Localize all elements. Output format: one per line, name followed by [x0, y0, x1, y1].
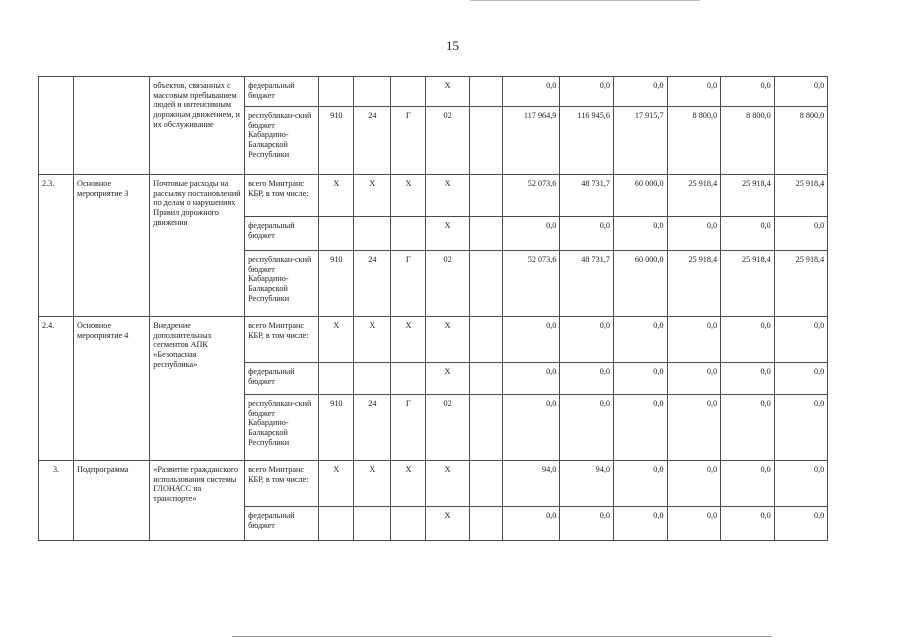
value-cell: 8 800,0 — [721, 107, 775, 175]
measure-cell: «Развитие гражданского использования системы ГЛОНАСС на транспорте» — [150, 461, 245, 541]
value-cell: 0,0 — [774, 77, 828, 107]
value-cell: 25 918,4 — [721, 251, 775, 317]
vr-cell: 02 — [426, 107, 469, 175]
value-cell: 117 964,9 — [502, 107, 560, 175]
value-cell: 25 918,4 — [721, 175, 775, 217]
measure-cell: Внедрение дополнительных сегментов АПК «Безопасная республика» — [150, 317, 245, 461]
funding-source-cell: федеральный бюджет — [245, 217, 319, 251]
spacer-cell — [469, 107, 502, 175]
value-cell: 0,0 — [774, 461, 828, 507]
grbs-cell: 910 — [319, 251, 354, 317]
value-cell: 0,0 — [721, 317, 775, 363]
value-cell: 0,0 — [667, 317, 721, 363]
value-cell: 0,0 — [560, 507, 614, 541]
value-cell: 0,0 — [613, 217, 667, 251]
grbs-cell: 910 — [319, 395, 354, 461]
value-cell: 0,0 — [502, 217, 560, 251]
funding-source-cell: республикан-ский бюджет Кабардино-Балкарской Республики — [245, 395, 319, 461]
page-number: 15 — [446, 38, 459, 53]
value-cell: 0,0 — [613, 395, 667, 461]
spacer-cell — [469, 363, 502, 395]
grbs-cell: Х — [319, 317, 354, 363]
value-cell: 52 073,6 — [502, 175, 560, 217]
value-cell: 0,0 — [613, 461, 667, 507]
value-cell: 48 731,7 — [560, 175, 614, 217]
value-cell: 17 915,7 — [613, 107, 667, 175]
value-cell: 0,0 — [667, 77, 721, 107]
csr-cell — [391, 77, 426, 107]
value-cell: 0,0 — [721, 77, 775, 107]
csr-cell: Г — [391, 107, 426, 175]
spacer-cell — [469, 461, 502, 507]
csr-cell — [391, 217, 426, 251]
value-cell: 60 000,0 — [613, 175, 667, 217]
vr-cell: Х — [426, 77, 469, 107]
value-cell: 0,0 — [667, 461, 721, 507]
value-cell: 60 000,0 — [613, 251, 667, 317]
vr-cell: Х — [426, 507, 469, 541]
status-cell: Основное мероприятие 4 — [74, 317, 150, 461]
rz-pr-cell: Х — [354, 175, 391, 217]
spacer-cell — [469, 251, 502, 317]
rz-pr-cell — [354, 77, 391, 107]
value-cell: 48 731,7 — [560, 251, 614, 317]
status-cell — [74, 77, 150, 175]
value-cell: 0,0 — [502, 395, 560, 461]
value-cell: 25 918,4 — [667, 175, 721, 217]
grbs-cell — [319, 217, 354, 251]
value-cell: 0,0 — [502, 317, 560, 363]
value-cell: 0,0 — [774, 395, 828, 461]
vr-cell: Х — [426, 217, 469, 251]
measure-cell: Почтовые расходы на рассылку постановлений по делам о нарушениях Правил дорожного движения — [150, 175, 245, 317]
value-cell: 94,0 — [502, 461, 560, 507]
rz-pr-cell — [354, 363, 391, 395]
row-number-cell: 2.4. — [39, 317, 74, 461]
value-cell: 0,0 — [560, 77, 614, 107]
csr-cell: Х — [391, 317, 426, 363]
value-cell: 0,0 — [560, 363, 614, 395]
value-cell: 25 918,4 — [667, 251, 721, 317]
value-cell: 0,0 — [502, 77, 560, 107]
vr-cell: 02 — [426, 251, 469, 317]
table-row — [39, 317, 882, 363]
value-cell: 0,0 — [502, 363, 560, 395]
vr-cell: Х — [426, 363, 469, 395]
table-row — [39, 77, 882, 107]
value-cell: 0,0 — [560, 217, 614, 251]
csr-cell: Г — [391, 395, 426, 461]
value-cell: 0,0 — [721, 395, 775, 461]
measure-cell: объектов, связанных с массовым пребыванием людей и интенсивным дорожным движением, и их обслуживание — [150, 77, 245, 175]
spacer-cell — [469, 175, 502, 217]
csr-cell — [391, 507, 426, 541]
csr-cell: Г — [391, 251, 426, 317]
value-cell: 0,0 — [774, 217, 828, 251]
value-cell: 0,0 — [667, 507, 721, 541]
row-number-cell — [39, 77, 74, 175]
grbs-cell — [319, 77, 354, 107]
value-cell: 0,0 — [774, 317, 828, 363]
spacer-cell — [469, 77, 502, 107]
value-cell: 0,0 — [560, 317, 614, 363]
grbs-cell: 910 — [319, 107, 354, 175]
funding-source-cell: всего Минтранс КБР, в том числе: — [245, 461, 319, 507]
row-number-cell: 2.3. — [39, 175, 74, 317]
rz-pr-cell — [354, 217, 391, 251]
funding-source-cell: всего Минтранс КБР, в том числе: — [245, 175, 319, 217]
vr-cell: Х — [426, 317, 469, 363]
funding-source-cell: федеральный бюджет — [245, 363, 319, 395]
spacer-cell — [469, 217, 502, 251]
value-cell: 0,0 — [721, 217, 775, 251]
funding-source-cell: всего Минтранс КБР, в том числе: — [245, 317, 319, 363]
value-cell: 116 945,6 — [560, 107, 614, 175]
value-cell: 8 800,0 — [774, 107, 828, 175]
rz-pr-cell: 24 — [354, 395, 391, 461]
value-cell: 0,0 — [613, 507, 667, 541]
vr-cell: 02 — [426, 395, 469, 461]
rz-pr-cell: 24 — [354, 251, 391, 317]
value-cell: 0,0 — [613, 317, 667, 363]
value-cell: 25 918,4 — [774, 175, 828, 217]
scan-artifact-bottom — [232, 636, 772, 637]
vr-cell: Х — [426, 175, 469, 217]
spacer-cell — [469, 317, 502, 363]
scan-artifact-top — [470, 0, 700, 1]
budget-table — [38, 76, 882, 541]
value-cell: 0,0 — [721, 507, 775, 541]
funding-source-cell: федеральный бюджет — [245, 77, 319, 107]
value-cell: 94,0 — [560, 461, 614, 507]
value-cell: 0,0 — [721, 363, 775, 395]
grbs-cell: Х — [319, 461, 354, 507]
value-cell: 0,0 — [667, 363, 721, 395]
status-cell: Подпрограмма — [74, 461, 150, 541]
rz-pr-cell: Х — [354, 317, 391, 363]
csr-cell: Х — [391, 461, 426, 507]
csr-cell: Х — [391, 175, 426, 217]
grbs-cell — [319, 507, 354, 541]
grbs-cell: Х — [319, 175, 354, 217]
funding-source-cell: федеральный бюджет — [245, 507, 319, 541]
value-cell: 8 800,0 — [667, 107, 721, 175]
value-cell: 0,0 — [613, 363, 667, 395]
value-cell: 52 073,6 — [502, 251, 560, 317]
funding-source-cell: республикан-ский бюджет Кабардино-Балкарской Республики — [245, 107, 319, 175]
rz-pr-cell — [354, 507, 391, 541]
rz-pr-cell: 24 — [354, 107, 391, 175]
grbs-cell — [319, 363, 354, 395]
value-cell: 0,0 — [613, 77, 667, 107]
spacer-cell — [469, 395, 502, 461]
value-cell: 0,0 — [560, 395, 614, 461]
value-cell: 25 918,4 — [774, 251, 828, 317]
value-cell: 0,0 — [721, 461, 775, 507]
value-cell: 0,0 — [774, 507, 828, 541]
spacer-cell — [469, 507, 502, 541]
row-number-cell: 3. — [39, 461, 74, 541]
value-cell: 0,0 — [502, 507, 560, 541]
csr-cell — [391, 363, 426, 395]
funding-source-cell: республикан-ский бюджет Кабардино-Балкарской Республики — [245, 251, 319, 317]
table-row — [39, 175, 882, 217]
rz-pr-cell: Х — [354, 461, 391, 507]
value-cell: 0,0 — [667, 217, 721, 251]
value-cell: 0,0 — [774, 363, 828, 395]
value-cell: 0,0 — [667, 395, 721, 461]
table-row — [39, 461, 882, 507]
vr-cell: Х — [426, 461, 469, 507]
status-cell: Основное мероприятие 3 — [74, 175, 150, 317]
